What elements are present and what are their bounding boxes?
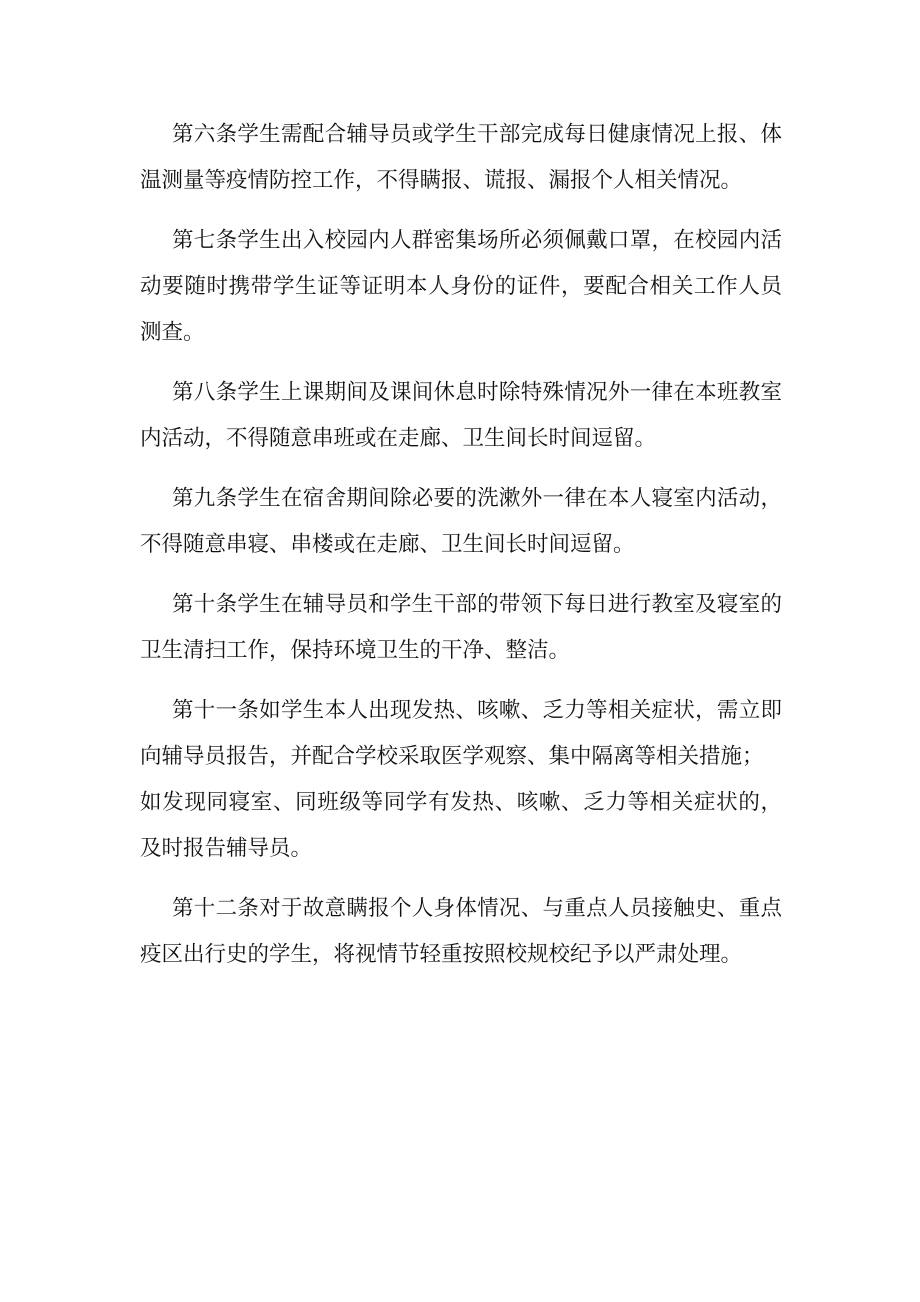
document-body <box>140 112 782 992</box>
article-12-paragraph: 第十二条对于故意瞒报个人身体情况、与重点人员接触史、重点疫区出行史的学生，将视情节轻重按照校规校纪予以严肃处理。 <box>140 896 782 967</box>
article-10-paragraph: 第十条学生在辅导员和学生干部的带领下每日进行教室及寝室的卫生清扫工作，保持环境卫生的干净、整洁。 <box>140 592 782 663</box>
article-11-continuation: 如发现同寝室、同班级等同学有发热、咳嗽、乏力等相关症状的，及时报告辅导员。 <box>140 790 782 861</box>
article-8-paragraph: 第八条学生上课期间及课间休息时除特殊情况外一律在本班教室内活动，不得随意串班或在走廊、卫生间长时间逗留。 <box>140 380 782 451</box>
article-9-paragraph: 第九条学生在宿舍期间除必要的洗漱外一律在本人寝室内活动，不得随意串寝、串楼或在走廊、卫生间长时间逗留。 <box>140 486 782 557</box>
article-11-paragraph: 第十一条如学生本人出现发热、咳嗽、乏力等相关症状，需立即向辅导员报告，并配合学校采取医学观察、集中隔离等相关措施； <box>140 698 782 769</box>
article-6-paragraph: 第六条学生需配合辅导员或学生干部完成每日健康情况上报、体温测量等疫情防控工作，不得瞒报、谎报、漏报个人相关情况。 <box>140 122 782 193</box>
article-7-paragraph: 第七条学生出入校园内人群密集场所必须佩戴口罩，在校园内活动要随时携带学生证等证明本人身份的证件，要配合相关工作人员测查。 <box>140 228 782 345</box>
